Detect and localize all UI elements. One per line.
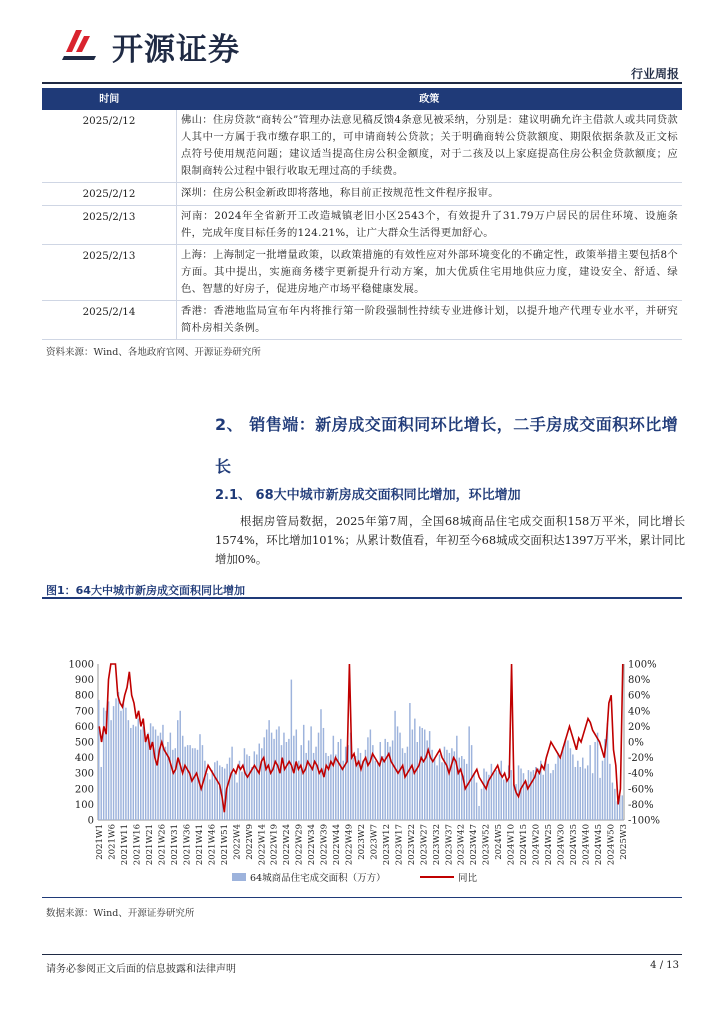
bar-point — [439, 754, 440, 820]
bar-series — [98, 680, 623, 820]
bar-point — [333, 736, 334, 820]
figure-bottom-rule — [42, 897, 682, 898]
brand-name: 开源证券 — [112, 32, 240, 68]
bar-point — [550, 773, 551, 820]
table-row — [42, 245, 682, 301]
x-tick-label: 2021W26 — [157, 824, 168, 866]
bar-point — [476, 783, 477, 820]
bar-point — [382, 756, 383, 820]
x-tick-label: 2024W20 — [531, 824, 542, 866]
bar-point — [189, 745, 190, 820]
bar-point — [446, 750, 447, 820]
bar-point — [461, 756, 462, 820]
bar-point — [501, 761, 502, 820]
x-tick-label: 2023W7 — [369, 824, 380, 860]
bar-point — [399, 733, 400, 820]
bar-point — [567, 740, 568, 820]
bar-point — [263, 737, 264, 820]
bar-point — [152, 726, 153, 820]
x-tick-label: 2022W34 — [307, 824, 318, 866]
right-tick-label: 0% — [628, 737, 644, 749]
right-tick-label: 20% — [628, 721, 651, 733]
bar-point — [187, 745, 188, 820]
x-tick-label: 2023W27 — [419, 824, 430, 866]
x-tick-label: 2022W44 — [332, 824, 343, 866]
right-tick-label: -20% — [628, 753, 654, 765]
x-tick-label: 2024W30 — [556, 824, 567, 866]
x-tick-label: 2021W31 — [170, 824, 181, 866]
table-source-note: 资料来源：Wind、各地政府官网、开源证券研究所 — [46, 347, 261, 358]
bar-point — [468, 726, 469, 820]
bar-point — [394, 711, 395, 820]
x-tick-label: 2021W1 — [95, 824, 106, 860]
x-tick-label: 2022W39 — [319, 824, 330, 866]
bar-point — [594, 742, 595, 820]
x-tick-label: 2022W9 — [244, 824, 255, 860]
figure-top-rule — [42, 597, 682, 599]
bar-point — [503, 779, 504, 820]
left-axis — [69, 660, 94, 827]
bar-point — [441, 762, 442, 820]
bar-point — [493, 773, 494, 820]
x-tick-label: 2023W32 — [431, 824, 442, 866]
x-tick-label: 2024W10 — [506, 824, 517, 866]
bar-point — [414, 719, 415, 820]
bar-point — [582, 758, 583, 820]
bar-point — [318, 733, 319, 820]
x-tick-label: 2024W35 — [568, 824, 579, 866]
bar-point — [384, 739, 385, 820]
x-tick-label: 2023W12 — [381, 824, 392, 866]
right-axis — [628, 660, 660, 827]
row-date: 2025/2/12 — [42, 183, 177, 206]
left-tick-label: 700 — [74, 706, 94, 718]
bar-point — [231, 747, 232, 820]
bar-point — [505, 778, 506, 820]
bar-point — [207, 773, 208, 820]
bar-point — [138, 719, 139, 820]
bar-point — [444, 747, 445, 820]
bar-point — [530, 772, 531, 820]
left-tick-label: 200 — [74, 784, 94, 796]
bar-point — [510, 770, 511, 820]
legend-label-bars: 64城商品住宅成交面积（万方） — [250, 873, 386, 884]
bar-point — [434, 758, 435, 820]
bar-point — [209, 779, 210, 820]
left-tick-label: 600 — [74, 721, 94, 733]
bar-point — [345, 747, 346, 820]
company-logo-icon — [60, 22, 100, 62]
row-policy: 上海：上海制定一批增量政策，以政策措施的有效性应对外部环境变化的不确定性，政策举措主要包括8个方面。其中提出，实施商务楼宇更新提升行动方案，加大优质住宅用地供应力度，建设安全、舒适、绿色、智慧的好房子，促进房地产市场平稳健康发展。 — [177, 245, 683, 301]
bar-point — [276, 730, 277, 820]
figure-title: 图1：64大中城市新房成交面积同比增加 — [46, 584, 245, 597]
bar-point — [589, 745, 590, 820]
x-tick-label: 2022W19 — [269, 824, 280, 866]
x-tick-label: 2022W29 — [294, 824, 305, 866]
x-tick-label: 2022W4 — [232, 824, 243, 860]
bar-point — [545, 759, 546, 820]
x-tick-label: 2021W16 — [132, 824, 143, 866]
bar-point — [575, 767, 576, 820]
bar-point — [407, 747, 408, 820]
bar-point — [335, 754, 336, 820]
bar-point — [498, 770, 499, 820]
x-tick-label: 2023W52 — [481, 824, 492, 866]
bar-point — [599, 778, 600, 820]
bar-point — [352, 758, 353, 820]
bar-point — [246, 754, 247, 820]
bar-point — [584, 769, 585, 820]
bar-point — [212, 770, 213, 820]
bar-point — [471, 745, 472, 820]
bar-point — [456, 736, 457, 820]
legend-label-line: 同比 — [458, 873, 478, 884]
bar-point — [281, 745, 282, 820]
bar-point — [340, 739, 341, 820]
x-tick-label: 2023W47 — [469, 824, 480, 866]
right-tick-label: 60% — [628, 690, 651, 702]
bar-point — [296, 730, 297, 820]
bar-point — [145, 739, 146, 820]
left-tick-label: 900 — [74, 675, 94, 687]
bar-point — [219, 765, 220, 820]
left-tick-label: 0 — [87, 815, 94, 827]
bar-point — [380, 742, 381, 820]
bar-point — [118, 692, 119, 820]
bar-point — [622, 795, 623, 820]
row-date: 2025/2/12 — [42, 110, 177, 183]
bar-point — [491, 764, 492, 820]
bar-point — [592, 773, 593, 820]
right-tick-label: 40% — [628, 706, 651, 718]
bar-point — [128, 720, 129, 820]
section-heading: 2、 销售端：新房成交面积同环比增长，二手房成交面积环比增长 — [215, 415, 679, 476]
bar-point — [459, 758, 460, 820]
bar-point — [162, 725, 163, 820]
bar-point — [417, 742, 418, 820]
bar-point — [251, 767, 252, 820]
bar-point — [165, 747, 166, 820]
bar-point — [429, 731, 430, 820]
bar-point — [293, 736, 294, 820]
x-tick-label: 2021W11 — [120, 824, 131, 866]
bar-point — [483, 769, 484, 820]
bar-point — [234, 773, 235, 820]
bar-point — [125, 708, 126, 820]
bar-point — [557, 753, 558, 820]
bar-point — [315, 747, 316, 820]
policy-table — [42, 88, 682, 340]
bar-point — [147, 733, 148, 820]
bar-point — [424, 730, 425, 820]
bar-point — [170, 733, 171, 820]
right-tick-label: -60% — [628, 784, 654, 796]
x-tick-label: 2023W17 — [394, 824, 405, 866]
bar-point — [103, 708, 104, 820]
bar-point — [229, 758, 230, 820]
bar-point — [560, 758, 561, 820]
row-date: 2025/2/13 — [42, 206, 177, 245]
bar-point — [120, 711, 121, 820]
right-tick-label: -80% — [628, 799, 654, 811]
header-divider — [42, 82, 682, 84]
bar-point — [133, 725, 134, 820]
bar-point — [565, 739, 566, 820]
row-date: 2025/2/13 — [42, 245, 177, 301]
bar-point — [308, 740, 309, 820]
bar-point — [155, 730, 156, 820]
bar-point — [602, 761, 603, 820]
bar-point — [110, 720, 111, 820]
bar-point — [108, 701, 109, 820]
bar-point — [135, 726, 136, 820]
bar-point — [197, 750, 198, 820]
left-tick-label: 1000 — [68, 659, 94, 671]
x-tick-label: 2021W51 — [219, 824, 230, 866]
bar-point — [204, 761, 205, 820]
bar-point — [454, 751, 455, 820]
bar-point — [266, 730, 267, 820]
bar-point — [98, 700, 99, 820]
bar-point — [217, 761, 218, 820]
legend-swatch-bars — [232, 873, 246, 881]
bar-point — [325, 753, 326, 820]
row-policy: 香港：香港地监局宣布年内将推行第一阶段强制性持续专业进修计划，以提升地产代理专业水平，并研究简朴房相关条例。 — [177, 301, 683, 340]
bar-point — [570, 748, 571, 820]
left-tick-label: 300 — [74, 768, 94, 780]
x-tick-label: 2024W15 — [519, 824, 530, 866]
bar-point — [486, 772, 487, 820]
right-tick-label: -40% — [628, 768, 654, 780]
report-type: 行业周报 — [630, 67, 679, 81]
bar-point — [150, 723, 151, 820]
bar-point — [360, 753, 361, 820]
x-tick-label: 2024W45 — [593, 824, 604, 866]
bar-point — [301, 745, 302, 820]
bar-point — [194, 748, 195, 820]
bar-point — [362, 761, 363, 820]
bar-point — [256, 754, 257, 820]
x-tick-label: 2024W5 — [494, 824, 505, 860]
table-row — [42, 110, 682, 183]
bar-point — [283, 733, 284, 820]
bar-point — [402, 748, 403, 820]
bar-point — [412, 730, 413, 820]
bar-point — [409, 703, 410, 820]
bar-point — [528, 770, 529, 820]
bar-point — [538, 769, 539, 820]
x-tick-label: 2023W2 — [357, 824, 367, 860]
bar-point — [552, 770, 553, 820]
x-tick-label: 2022W24 — [282, 824, 293, 866]
bar-point — [547, 764, 548, 820]
bar-point — [259, 744, 260, 820]
bar-point — [157, 736, 158, 820]
bar-point — [310, 726, 311, 820]
bar-point — [370, 730, 371, 820]
left-tick-label: 400 — [74, 753, 94, 765]
x-tick-label: 2025W3 — [618, 824, 629, 860]
x-tick-label: 2021W41 — [194, 824, 205, 866]
bar-point — [422, 728, 423, 820]
bar-point — [523, 773, 524, 820]
x-tick-label: 2022W14 — [257, 824, 268, 866]
x-tick-label: 2021W6 — [107, 824, 118, 860]
bar-point — [273, 739, 274, 820]
bar-point — [520, 769, 521, 820]
bar-point — [244, 748, 245, 820]
table-row — [42, 183, 682, 206]
bar-point — [377, 762, 378, 820]
bar-point — [172, 750, 173, 820]
bar-point — [451, 748, 452, 820]
right-tick-label: -100% — [628, 815, 660, 827]
bar-point — [597, 733, 598, 820]
bar-point — [167, 742, 168, 820]
footer-disclaimer: 请务必参阅正文后面的信息披露和法律声明 — [46, 964, 236, 975]
row-policy: 佛山：住房贷款“商转公”管理办法意见稿反馈4条意见被采纳，分别是：建议明确允许主借款人或共同贷款人其中一方属于我市缴存职工的，可申请商转公贷款；关于明确商转公贷款额度、期限依据条款及正文标点符号使用规范问题；建议适当提高住房公积金额度，对于二孩及以上家庭提高住房公积金贷款额度；应限制商转公过程中银行收取无理过高的手续费。 — [177, 110, 683, 183]
column-header-policy: 政策 — [177, 88, 683, 110]
bar-point — [609, 764, 610, 820]
x-tick-label: 2024W50 — [606, 824, 617, 866]
bar-point — [375, 761, 376, 820]
bar-point — [562, 747, 563, 820]
x-tick-label: 2021W21 — [145, 824, 156, 866]
x-tick-label: 2023W22 — [406, 824, 417, 866]
right-tick-label: 100% — [628, 659, 657, 671]
row-policy: 河南：2024年全省新开工改造城镇老旧小区2543个，有效提升了31.79万户居民的居住环境、设施条件，完成年度目标任务的124.21%，让广大群众生活得更加舒心。 — [177, 206, 683, 245]
bar-point — [214, 762, 215, 820]
bar-point — [100, 767, 101, 820]
bar-point — [271, 733, 272, 820]
bar-point — [555, 764, 556, 820]
bar-point — [249, 756, 250, 820]
bar-point — [115, 698, 116, 820]
bar-point — [175, 748, 176, 820]
x-axis — [95, 824, 629, 865]
footer-divider — [42, 954, 682, 955]
right-tick-label: 80% — [628, 675, 651, 687]
row-policy: 深圳：住房公积金新政即将落地，称目前正按规范性文件程序报审。 — [177, 183, 683, 206]
bar-point — [543, 775, 544, 820]
bar-point — [449, 753, 450, 820]
bar-point — [177, 720, 178, 820]
bar-point — [338, 742, 339, 820]
bar-point — [357, 748, 358, 820]
bar-point — [436, 765, 437, 820]
bar-point — [192, 748, 193, 820]
bar-point — [473, 773, 474, 820]
bar-point — [286, 742, 287, 820]
bar-point — [392, 740, 393, 820]
bar-point — [496, 770, 497, 820]
bar-point — [577, 761, 578, 820]
left-tick-label: 100 — [74, 799, 94, 811]
bar-point — [612, 783, 613, 820]
x-tick-label: 2023W37 — [444, 824, 455, 866]
bar-point — [184, 747, 185, 820]
bar-point — [291, 680, 292, 820]
bar-point — [481, 789, 482, 820]
left-tick-label: 800 — [74, 690, 94, 702]
table-row — [42, 206, 682, 245]
bar-point — [113, 706, 114, 820]
table-row — [42, 301, 682, 340]
bar-point — [288, 739, 289, 820]
column-header-date: 时间 — [42, 88, 177, 110]
bar-point — [182, 736, 183, 820]
table-header-row — [42, 88, 682, 110]
bar-point — [572, 754, 573, 820]
bar-point — [123, 701, 124, 820]
bar-point — [142, 726, 143, 820]
x-tick-label: 2023W42 — [456, 824, 467, 866]
subsection-heading: 2.1、 68大中城市新房成交面积同比增加，环比增加 — [215, 488, 521, 503]
bar-point — [241, 772, 242, 820]
chart-legend — [232, 872, 478, 884]
x-tick-label: 2024W40 — [581, 824, 592, 866]
bar-point — [320, 709, 321, 820]
bar-point — [419, 726, 420, 820]
page-number: 4 / 13 — [650, 960, 679, 971]
bar-point — [478, 806, 479, 820]
row-date: 2025/2/14 — [42, 301, 177, 340]
bar-point — [254, 751, 255, 820]
bar-point — [580, 767, 581, 820]
bar-point — [130, 728, 131, 820]
bar-point — [367, 737, 368, 820]
left-tick-label: 500 — [74, 737, 94, 749]
bar-point — [466, 764, 467, 820]
x-tick-label: 2024W25 — [543, 824, 554, 866]
figure-source-note: 数据来源：Wind、开源证券研究所 — [46, 908, 195, 919]
body-paragraph: 根据房管局数据，2025年第7周，全国68城商品住宅成交面积158万平米，同比增长1574%，环比增加101%；从累计数值看，年初至今68城成交面积达1397万平米，累计同比增加0%。 — [215, 514, 685, 566]
bar-point — [404, 753, 405, 820]
bar-point — [587, 765, 588, 820]
bar-point — [140, 730, 141, 820]
x-tick-label: 2021W36 — [182, 824, 193, 866]
x-tick-label: 2022W49 — [344, 824, 355, 866]
bar-point — [614, 789, 615, 820]
x-tick-label: 2021W46 — [207, 824, 218, 866]
bar-point — [236, 783, 237, 820]
bar-point — [199, 734, 200, 820]
sales-area-chart — [42, 600, 682, 895]
